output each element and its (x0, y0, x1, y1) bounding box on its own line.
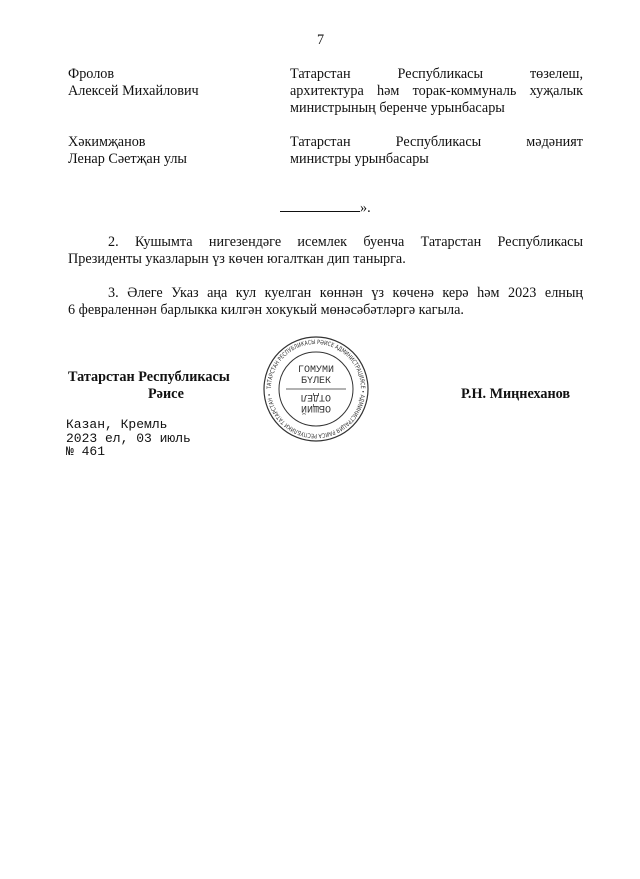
page-number: 7 (317, 32, 325, 48)
issuance-number: № 461 (66, 444, 106, 459)
paragraph-3 (68, 285, 583, 319)
paragraph-2 (68, 234, 583, 268)
signatory-title-2: Рәисе (148, 386, 184, 402)
member-position (290, 134, 583, 168)
paragraph-line: 2. Кушымта нигезендәге исемлек буенча Татарстан Республикасы (108, 234, 583, 250)
stamp-ring (262, 335, 370, 443)
stamp-bottom-text: ОБЩИЙ ОТДЕЛ (301, 391, 332, 413)
paragraph-line: 6 февраленнән барлыкка килгән хокукый мөнәсәбәтләргә кагыла. (68, 302, 464, 318)
signatory-name: Р.Н. Миңнеханов (461, 386, 571, 402)
underline (280, 211, 360, 212)
member-name (68, 134, 278, 168)
surname: Фролов (68, 66, 115, 82)
position-line: Татарстан Республикасы төзелеш, (290, 66, 583, 82)
stamp-ring-text: ТАТАРСТАН РЕСПУБЛИКАСЫ РӘИСЕ АДМИНИСТРАЦИЯСЕ • АДМИНИСТРАЦИЯ РАИСА РЕСПУБЛИКИ ТАТАРСТАН • (265, 338, 367, 440)
signatory-title: Татарстан Республикасы (68, 369, 230, 385)
position-line: министры урынбасары (290, 151, 429, 167)
issuance-place: Казан, Кремль (66, 417, 168, 432)
list-close (280, 200, 371, 217)
issuance-date: 2023 ел, 03 июль (66, 430, 191, 446)
given-names: Ленар Сәетҗан улы (68, 151, 187, 167)
given-names: Алексей Михайлович (68, 83, 199, 99)
paragraph-line: 3. Әлеге Указ аңа кул куелган көннән үз көченә керә һәм 2023 елның (108, 285, 583, 301)
stamp-top-text: ГОМУМИ БҮЛЕК (297, 365, 334, 387)
position-line: архитектура һәм торак-коммуналь хуҗалык министрының беренче урынбасары (290, 83, 583, 116)
position-line: Татарстан Республикасы мәдәният (290, 134, 583, 150)
member-name (68, 66, 278, 100)
official-stamp (262, 335, 370, 443)
issuance-details (66, 418, 191, 459)
member-position (290, 66, 583, 117)
closing-quote: ». (360, 200, 371, 216)
surname: Хәкимҗанов (68, 134, 146, 150)
paragraph-line: Президенты указларын үз көчен югалткан дип танырга. (68, 251, 406, 267)
